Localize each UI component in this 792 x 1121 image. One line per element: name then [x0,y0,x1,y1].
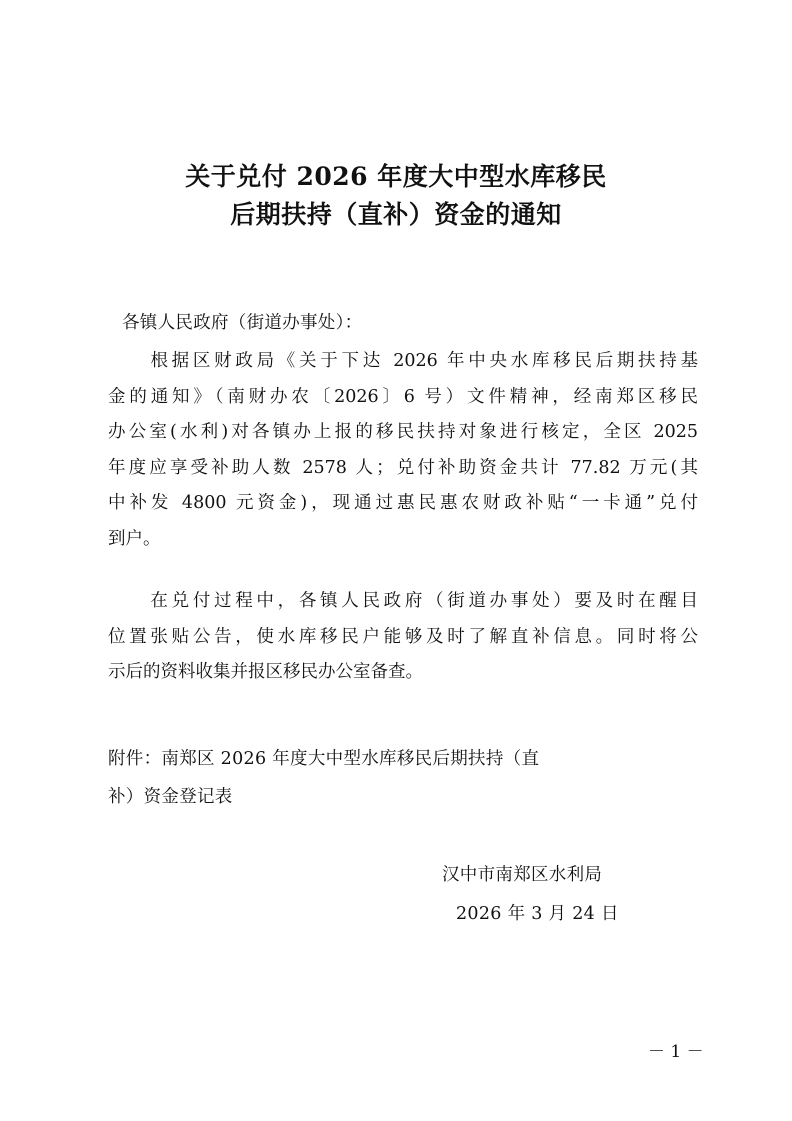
paragraph-1-line: 年度应享受补助人数 2578 人；兑付补助资金共计 77.82 万元(其 [108,457,698,478]
paragraph-2 [108,584,698,691]
attachment-line-1: 附件：南郑区 2026 年度大中型水库移民后期扶持（直 [108,749,540,769]
addressee: 各镇人民政府（街道办事处）： [122,313,363,333]
paragraph-2-line: 位置张贴公告，使水库移民户能够及时了解直补信息。同时将公 [108,626,698,647]
paragraph-1-line: 中补发 4800 元资金)，现通过惠民惠农财政补贴“一卡通”兑付 [108,493,698,513]
paragraph-1-line: 根据区财政局《关于下达 2026 年中央水库移民后期扶持基 [108,351,698,371]
attachment-line-2: 补）资金登记表 [108,787,233,807]
page-number: － 1 － [648,1042,704,1062]
paragraph-1-line: 办公室(水利)对各镇办上报的移民扶持对象进行核定，全区 2025 [108,422,698,442]
signature-organization: 汉中市南郑区水利局 [442,865,603,885]
paragraph-2-line: 示后的资料收集并报区移民办公室备查。 [108,662,423,682]
document-title-line-1: 关于兑付 2026 年度大中型水库移民 [185,162,607,191]
paragraph-1 [108,344,698,557]
document-title-line-2: 后期扶持（直补）资金的通知 [230,200,562,229]
signature-date: 2026 年 3 月 24 日 [456,904,619,924]
paragraph-2-line: 在兑付过程中，各镇人民政府（街道办事处）要及时在醒目 [108,591,698,611]
paragraph-1-line: 金的通知》（南财办农〔2026〕6 号）文件精神，经南郑区移民 [108,386,698,407]
paragraph-1-line: 到户。 [108,528,161,549]
